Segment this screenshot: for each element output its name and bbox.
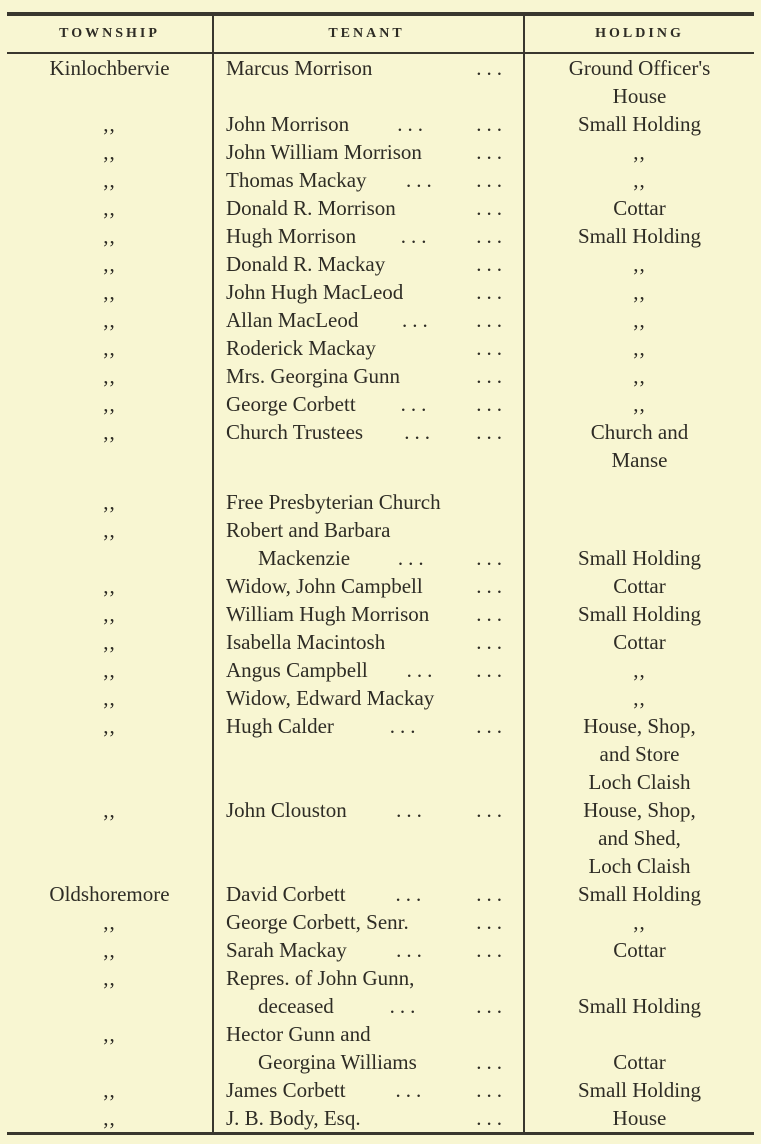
table-row <box>7 82 754 110</box>
township-cell: ,, <box>103 196 116 220</box>
table-row <box>7 418 754 446</box>
holding-cell <box>525 488 754 516</box>
township-cell: ,, <box>103 910 116 934</box>
spacer-row <box>7 474 754 488</box>
township-cell: ,, <box>103 224 116 248</box>
holding-cell: Cottar <box>613 1050 666 1074</box>
township-cell: ,, <box>103 364 116 388</box>
township-cell: ,, <box>103 574 116 598</box>
tenant-name: Mrs. Georgina Gunn <box>226 364 401 388</box>
township-cell <box>7 824 212 852</box>
tenant-name: deceased <box>258 994 334 1018</box>
tenancy-table <box>7 12 754 1135</box>
dot-leader: ... <box>476 938 507 962</box>
holding-cell: ,, <box>633 280 646 304</box>
holding-cell: and Shed, <box>598 826 681 850</box>
township-cell <box>7 852 212 880</box>
holding-cell: Ground Officer's <box>568 56 711 80</box>
tenant-cell <box>212 446 525 474</box>
township-cell: ,, <box>103 658 116 682</box>
tenant-name: Widow, John Campbell <box>226 574 423 598</box>
holding-cell: Cottar <box>613 630 666 654</box>
holding-cell: Small Holding <box>577 546 702 570</box>
dot-leader: ... <box>396 938 427 962</box>
holding-cell: ,, <box>633 910 646 934</box>
tenant-name: James Corbett <box>226 1078 346 1102</box>
dot-leader: ... <box>476 658 507 682</box>
tenant-cell <box>212 278 525 306</box>
table-row <box>7 488 754 516</box>
tenant-name: Roderick Mackay <box>226 336 376 360</box>
township-cell: ,, <box>103 714 116 738</box>
township-cell <box>7 446 212 474</box>
tenant-cell <box>212 684 525 712</box>
township-cell: ,, <box>103 966 116 990</box>
holding-cell <box>525 516 754 544</box>
township-cell: ,, <box>103 168 116 192</box>
dot-leader: ... <box>397 546 429 570</box>
holding-cell: ,, <box>633 308 646 332</box>
dot-leader: ... <box>476 336 507 360</box>
tenant-cell <box>212 852 525 880</box>
tenant-cell <box>212 712 525 740</box>
tenant-name: Church Trustees <box>226 420 364 444</box>
holding-cell: Loch Claish <box>588 854 691 878</box>
holding-cell <box>525 1020 754 1048</box>
holding-cell: ,, <box>633 658 646 682</box>
table-row <box>7 250 754 278</box>
dot-leader: ... <box>389 714 421 738</box>
tenant-name: David Corbett <box>226 882 346 906</box>
township-cell: ,, <box>103 280 116 304</box>
township-cell <box>7 474 212 488</box>
table-row <box>7 656 754 684</box>
tenant-cell <box>212 740 525 768</box>
tenant-name: Georgina Williams <box>258 1050 417 1074</box>
dot-leader: ... <box>406 168 437 192</box>
table-row <box>7 222 754 250</box>
tenant-name: Donald R. Morrison <box>226 196 396 220</box>
table-row <box>7 600 754 628</box>
tenant-name: Isabella Macintosh <box>226 630 386 654</box>
tenant-cell <box>212 908 525 936</box>
holding-cell: ,, <box>633 168 646 192</box>
tenant-cell <box>212 362 525 390</box>
table-row <box>7 768 754 796</box>
header-tenant-label: TENANT <box>328 26 405 41</box>
dot-leader: ... <box>476 1050 507 1074</box>
township-cell: ,, <box>103 1078 116 1102</box>
township-cell <box>7 740 212 768</box>
holding-cell: and Store <box>599 742 680 766</box>
tenant-name: Donald R. Mackay <box>226 252 386 276</box>
holding-cell: ,, <box>633 392 646 416</box>
township-cell: ,, <box>103 490 116 514</box>
township-cell: Kinlochbervie <box>49 56 170 80</box>
table-row <box>7 1104 754 1132</box>
holding-cell: Church and <box>590 420 689 444</box>
township-cell <box>7 1048 212 1076</box>
holding-cell: Loch Claish <box>588 770 691 794</box>
tenant-cell <box>212 656 525 684</box>
holding-cell: House <box>612 84 667 108</box>
tenant-cell <box>212 306 525 334</box>
dot-leader: ... <box>397 112 429 136</box>
holding-cell: House, Shop, <box>583 798 696 822</box>
tenant-cell <box>212 222 525 250</box>
holding-cell: Small Holding <box>577 994 702 1018</box>
township-cell: ,, <box>103 112 116 136</box>
table-row <box>7 936 754 964</box>
tenant-cell <box>212 768 525 796</box>
township-cell: ,, <box>103 308 116 332</box>
table-row <box>7 628 754 656</box>
tenant-cell <box>212 1020 525 1048</box>
header-holding: HOLDING <box>595 26 684 41</box>
tenant-name: Free Presbyterian Church <box>226 490 441 514</box>
tenant-cell <box>212 1076 525 1104</box>
tenant-cell <box>212 936 525 964</box>
tenant-name: Angus Campbell <box>226 658 368 682</box>
township-cell <box>7 544 212 572</box>
tenant-cell <box>212 544 525 572</box>
table-row <box>7 278 754 306</box>
township-cell: ,, <box>103 938 116 962</box>
dot-leader: ... <box>400 392 432 416</box>
dot-leader: ... <box>476 56 507 80</box>
dot-leader: ... <box>476 224 507 248</box>
holding-cell: Small Holding <box>577 224 702 248</box>
dot-leader: ... <box>476 196 507 220</box>
tenant-cell <box>212 796 525 824</box>
table-row <box>7 880 754 908</box>
township-cell: ,, <box>103 336 116 360</box>
township-cell: ,, <box>103 602 116 626</box>
dot-leader: ... <box>476 112 507 136</box>
holding-cell: Manse <box>611 448 668 472</box>
table-row <box>7 1020 754 1048</box>
dot-leader: ... <box>476 798 507 822</box>
dot-leader: ... <box>395 1078 427 1102</box>
holding-cell: House, Shop, <box>583 714 696 738</box>
holding-cell: Cottar <box>613 938 666 962</box>
tenant-cell <box>212 194 525 222</box>
tenant-cell <box>212 334 525 362</box>
holding-cell: House <box>612 1106 667 1130</box>
table-row <box>7 138 754 166</box>
tenant-cell <box>212 138 525 166</box>
holding-cell: Small Holding <box>577 602 702 626</box>
header-township: TOWNSHIP <box>59 26 160 41</box>
tenant-name: Hugh Calder <box>226 714 334 738</box>
table-row <box>7 54 754 82</box>
tenant-cell <box>212 964 525 992</box>
tenant-name: Allan MacLeod <box>226 308 359 332</box>
tenant-cell <box>212 516 525 544</box>
dot-leader: ... <box>476 308 507 332</box>
tenant-name: George Corbett <box>226 392 356 416</box>
dot-leader: ... <box>476 574 507 598</box>
township-cell: ,, <box>103 798 116 822</box>
table-row <box>7 306 754 334</box>
tenant-cell <box>212 418 525 446</box>
table-row <box>7 544 754 572</box>
holding-cell: Small Holding <box>577 1078 702 1102</box>
table-row <box>7 852 754 880</box>
dot-leader: ... <box>406 658 438 682</box>
township-cell <box>7 992 212 1020</box>
tenant-cell <box>212 250 525 278</box>
township-cell: ,, <box>103 630 116 654</box>
tenant-name: Marcus Morrison <box>226 56 373 80</box>
tenant-cell <box>212 880 525 908</box>
table-row <box>7 824 754 852</box>
tenant-cell <box>212 54 525 82</box>
tenant-cell <box>212 572 525 600</box>
tenant-name: Repres. of John Gunn, <box>226 966 415 990</box>
tenant-cell <box>212 600 525 628</box>
header-tenant <box>212 16 525 52</box>
dot-leader: ... <box>476 602 507 626</box>
township-cell: ,, <box>103 392 116 416</box>
township-cell: ,, <box>103 1106 116 1130</box>
tenant-name: John William Morrison <box>226 140 422 164</box>
holding-cell: Cottar <box>613 196 666 220</box>
tenant-cell <box>212 390 525 418</box>
tenant-cell <box>212 824 525 852</box>
tenant-cell <box>212 628 525 656</box>
tenant-cell <box>212 1104 525 1132</box>
dot-leader: ... <box>476 168 507 192</box>
table-row <box>7 908 754 936</box>
holding-cell <box>525 474 754 488</box>
table-row <box>7 334 754 362</box>
tenant-name: Sarah Mackay <box>226 938 347 962</box>
township-cell: ,, <box>103 252 116 276</box>
tenant-name: Hector Gunn and <box>226 1022 371 1046</box>
tenant-cell <box>212 488 525 516</box>
tenant-cell <box>212 110 525 138</box>
table-row <box>7 992 754 1020</box>
tenant-name: Hugh Morrison <box>226 224 357 248</box>
dot-leader: ... <box>400 224 432 248</box>
table-row <box>7 740 754 768</box>
township-cell: ,, <box>103 420 116 444</box>
township-cell: Oldshoremore <box>49 882 170 906</box>
tenant-name: John Morrison <box>226 112 350 136</box>
table-row <box>7 1048 754 1076</box>
holding-cell: Cottar <box>613 574 666 598</box>
tenant-name: William Hugh Morrison <box>226 602 430 626</box>
dot-leader: ... <box>404 420 436 444</box>
township-cell: ,, <box>103 140 116 164</box>
dot-leader: ... <box>401 308 433 332</box>
holding-cell <box>525 964 754 992</box>
township-cell <box>7 768 212 796</box>
table-row <box>7 516 754 544</box>
township-cell: ,, <box>103 518 116 542</box>
dot-leader: ... <box>476 280 507 304</box>
holding-cell: Small Holding <box>577 112 702 136</box>
tenant-cell <box>212 992 525 1020</box>
dot-leader: ... <box>476 714 507 738</box>
table-row <box>7 166 754 194</box>
tenant-cell <box>212 474 525 488</box>
tenant-name: Robert and Barbara <box>226 518 391 542</box>
tenant-name: John Hugh MacLeod <box>226 280 404 304</box>
dot-leader: ... <box>476 140 507 164</box>
dot-leader: ... <box>476 1106 507 1130</box>
holding-cell: Small Holding <box>577 882 702 906</box>
dot-leader: ... <box>395 882 427 906</box>
tenant-name: J. B. Body, Esq. <box>226 1106 361 1130</box>
table-row <box>7 684 754 712</box>
dot-leader: ... <box>476 546 507 570</box>
table-row <box>7 796 754 824</box>
township-cell: ,, <box>103 686 116 710</box>
township-cell: ,, <box>103 1022 116 1046</box>
holding-cell: ,, <box>633 252 646 276</box>
dot-leader: ... <box>476 1078 507 1102</box>
table-row <box>7 110 754 138</box>
tenant-name: Mackenzie <box>258 546 351 570</box>
table-header-row <box>7 16 754 54</box>
tenant-name: George Corbett, Senr. <box>226 910 409 934</box>
table-row <box>7 1076 754 1104</box>
table-row <box>7 712 754 740</box>
table-row <box>7 964 754 992</box>
dot-leader: ... <box>476 910 507 934</box>
table-row <box>7 362 754 390</box>
table-body <box>7 54 754 1132</box>
dot-leader: ... <box>476 392 507 416</box>
table-row <box>7 194 754 222</box>
tenant-name: Widow, Edward Mackay <box>226 686 435 710</box>
table-row <box>7 446 754 474</box>
tenant-cell <box>212 1048 525 1076</box>
holding-cell: ,, <box>633 364 646 388</box>
dot-leader: ... <box>396 798 427 822</box>
dot-leader: ... <box>476 420 507 444</box>
tenant-name: John Clouston <box>226 798 347 822</box>
township-cell <box>7 82 212 110</box>
tenant-cell <box>212 166 525 194</box>
dot-leader: ... <box>476 630 507 654</box>
dot-leader: ... <box>476 994 507 1018</box>
dot-leader: ... <box>476 882 507 906</box>
tenant-cell <box>212 82 525 110</box>
dot-leader: ... <box>476 252 507 276</box>
dot-leader: ... <box>476 364 507 388</box>
holding-cell: ,, <box>633 686 646 710</box>
holding-cell: ,, <box>633 140 646 164</box>
tenant-name: Thomas Mackay <box>226 168 367 192</box>
table-row <box>7 390 754 418</box>
holding-cell: ,, <box>633 336 646 360</box>
dot-leader: ... <box>389 994 421 1018</box>
table-row <box>7 572 754 600</box>
